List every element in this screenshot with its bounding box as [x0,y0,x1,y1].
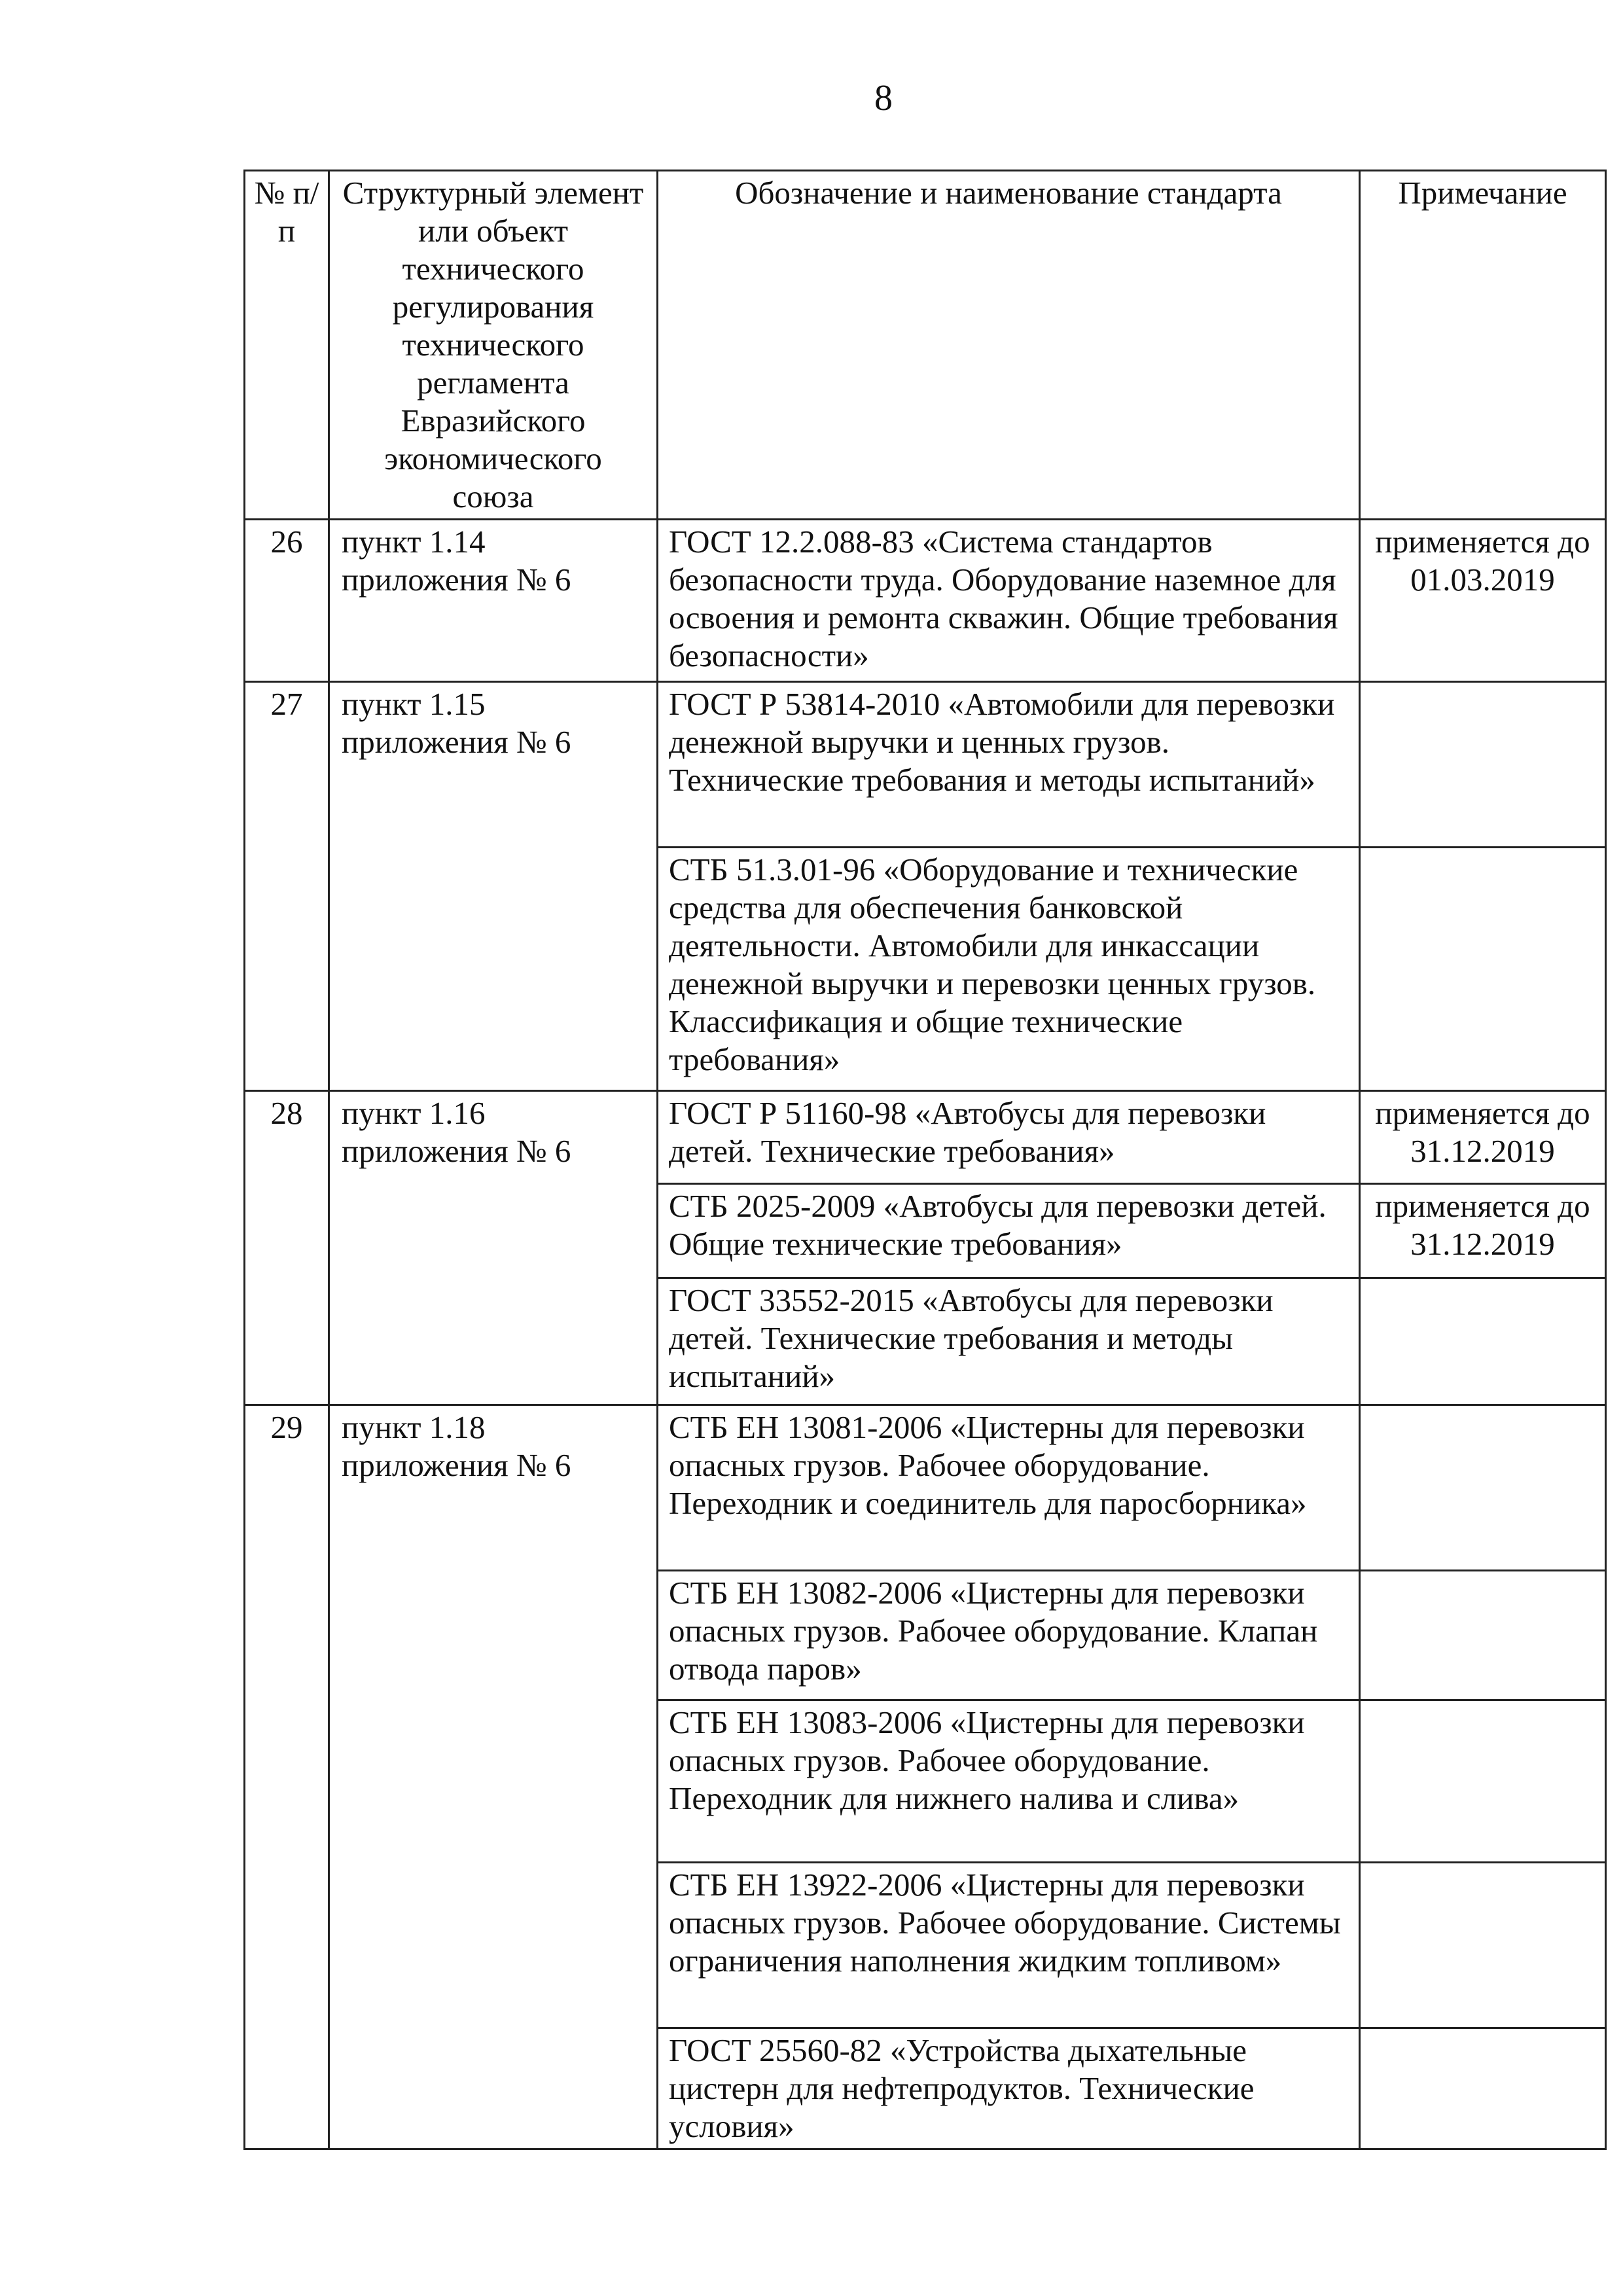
header-num: № п/п [245,171,329,520]
table-body [245,520,1606,2149]
structural-element: пункт 1.15 приложения № 6 [329,682,658,1091]
header-standard: Обозначение и наименование стандарта [658,171,1360,520]
note [1360,1571,1606,1700]
note [1360,1700,1606,1863]
header-note: Примечание [1360,171,1606,520]
standard-name: ГОСТ Р 53814-2010 «Автомобили для перевозки денежной выручки и ценных грузов. Технические требования и методы испытаний» [658,682,1360,848]
note [1360,1863,1606,2028]
row-number: 28 [245,1091,329,1405]
note [1360,2028,1606,2149]
note [1360,1278,1606,1405]
standard-name: СТБ 51.3.01-96 «Оборудование и технические средства для обеспечения банковской деятельности. Автомобили для инкассации денежной выручки и перевозки ценных грузов. Классификация и общие технические требования» [658,848,1360,1091]
standard-name: ГОСТ 12.2.088-83 «Система стандартов безопасности труда. Оборудование наземное для освоения и ремонта скважин. Общие требования безопасности» [658,520,1360,682]
note [1360,682,1606,848]
note [1360,1405,1606,1571]
structural-element: пункт 1.14 приложения № 6 [329,520,658,682]
standard-name: ГОСТ Р 51160-98 «Автобусы для перевозки детей. Технические требования» [658,1091,1360,1184]
standard-name: СТБ ЕН 13082-2006 «Цистерны для перевозки опасных грузов. Рабочее оборудование. Клапан отвода паров» [658,1571,1360,1700]
standard-name: СТБ ЕН 13081-2006 «Цистерны для перевозки опасных грузов. Рабочее оборудование. Переходник и соединитель для паросборника» [658,1405,1360,1571]
table-row [245,520,1606,682]
table-row [245,682,1606,848]
table-row [245,1091,1606,1184]
standards-table [243,170,1607,2150]
page-number: 8 [874,78,893,118]
note: применяется до 31.12.2019 [1360,1091,1606,1184]
standard-name: ГОСТ 25560-82 «Устройства дыхательные цистерн для нефтепродуктов. Технические условия» [658,2028,1360,2149]
table-row [245,1405,1606,1571]
note: применяется до 01.03.2019 [1360,520,1606,682]
row-number: 26 [245,520,329,682]
standard-name: ГОСТ 33552-2015 «Автобусы для перевозки детей. Технические требования и методы испытаний» [658,1278,1360,1405]
note: применяется до 31.12.2019 [1360,1184,1606,1278]
standard-name: СТБ 2025-2009 «Автобусы для перевозки детей. Общие технические требования» [658,1184,1360,1278]
row-number: 29 [245,1405,329,2149]
standard-name: СТБ ЕН 13083-2006 «Цистерны для перевозки опасных грузов. Рабочее оборудование. Переходник для нижнего налива и слива» [658,1700,1360,1863]
structural-element: пункт 1.16 приложения № 6 [329,1091,658,1405]
note [1360,848,1606,1091]
header-element: Структурный элемент или объект технического регулирования технического регламента Евразийского экономического союза [329,171,658,520]
row-number: 27 [245,682,329,1091]
structural-element: пункт 1.18 приложения № 6 [329,1405,658,2149]
standard-name: СТБ ЕН 13922-2006 «Цистерны для перевозки опасных грузов. Рабочее оборудование. Системы ограничения наполнения жидким топливом» [658,1863,1360,2028]
table-header-row [245,171,1606,520]
